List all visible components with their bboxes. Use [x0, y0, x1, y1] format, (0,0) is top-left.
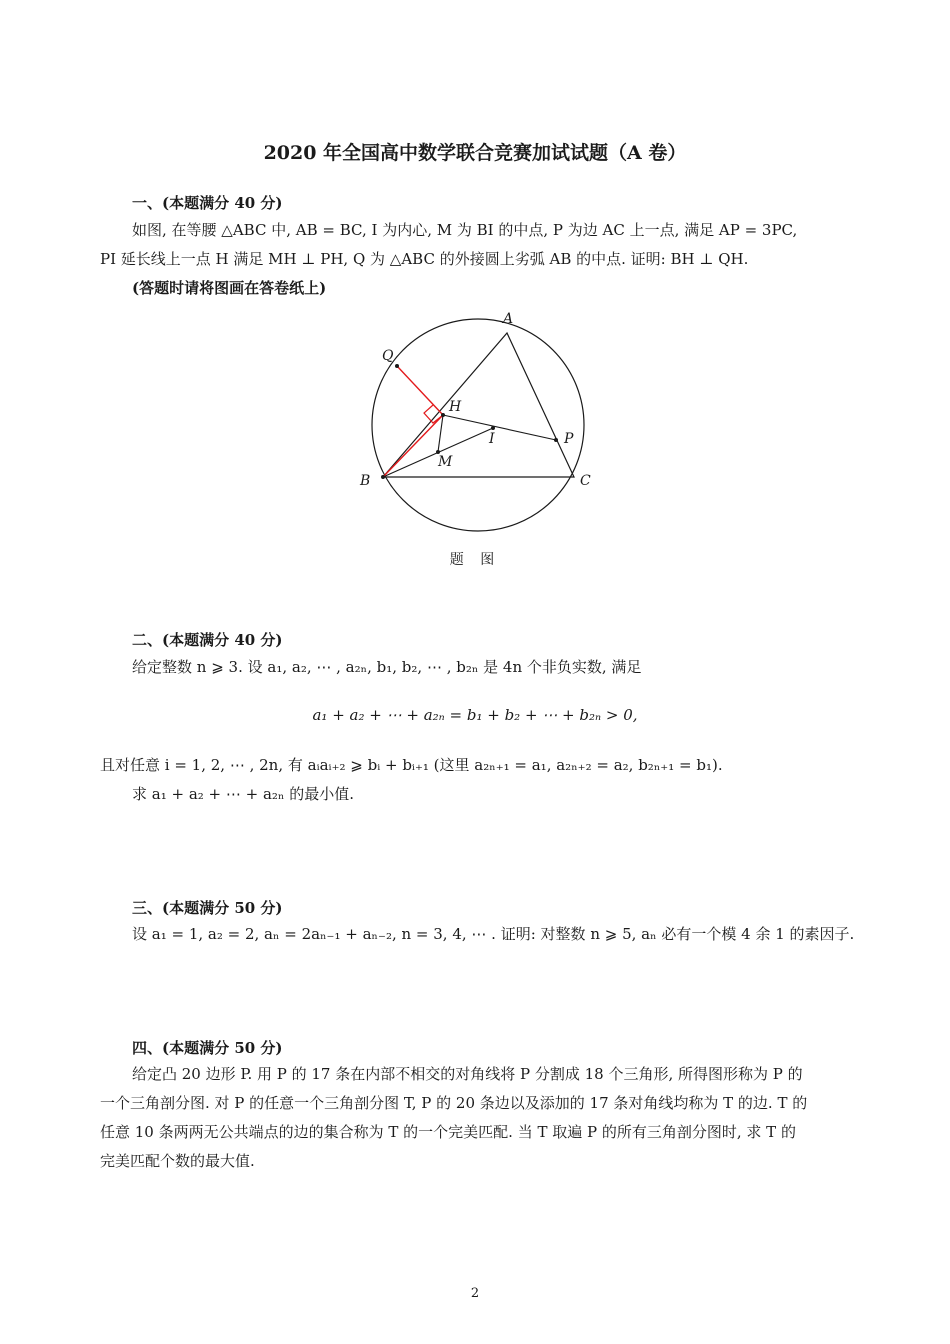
problem-2-line-1: 给定整数 n ⩾ 3. 设 a₁, a₂, ⋯ , a₂ₙ, b₁, b₂, ⋯ , b₂ₙ 是 4n 个非负实数, 满足 [132, 658, 642, 676]
label-m: M [438, 454, 453, 470]
point-p [554, 438, 558, 442]
problem-1-line-2: PI 延长线上一点 H 满足 MH ⊥ PH, Q 为 △ABC 的外接圆上劣弧 AB 的中点. 证明: BH ⊥ QH. [100, 250, 749, 268]
problem-3-heading: 三、(本题满分 50 分) [132, 899, 283, 917]
problem-1-note: (答题时请将图画在答卷纸上) [132, 279, 327, 297]
label-i: I [489, 431, 495, 447]
segment-hp [443, 415, 556, 440]
right-angle-marker [424, 405, 443, 423]
figure-caption: 题 图 [449, 552, 501, 568]
label-c: C [580, 473, 591, 489]
problem-4-line-2: 一个三角剖分图. 对 P 的任意一个三角剖分图 T, P 的 20 条边以及添加的 17 条对角线均称为 T 的边. T 的 [100, 1094, 808, 1112]
segment-qh [397, 366, 443, 415]
label-q: Q [382, 348, 394, 364]
point-b [381, 475, 385, 479]
problem-2-heading: 二、(本题满分 40 分) [132, 631, 283, 649]
problem-4-line-4: 完美匹配个数的最大值. [100, 1152, 255, 1170]
geometry-figure [340, 300, 620, 550]
problem-1-line-1: 如图, 在等腰 △ABC 中, AB = BC, I 为内心, M 为 BI 的中点, P 为边 AC 上一点, 满足 AP = 3PC, [132, 221, 798, 239]
problem-2-equation: a₁ + a₂ + ⋯ + a₂ₙ = b₁ + b₂ + ⋯ + b₂ₙ > 0, [312, 706, 638, 724]
problem-4-line-1: 给定凸 20 边形 P. 用 P 的 17 条在内部不相交的对角线将 P 分割成 18 个三角形, 所得图形称为 P 的 [132, 1065, 803, 1083]
problem-3-line-1: 设 a₁ = 1, a₂ = 2, aₙ = 2aₙ₋₁ + aₙ₋₂, n = 3, 4, ⋯ . 证明: 对整数 n ⩾ 5, aₙ 必有一个模 4 余 1 的素因子. [132, 925, 855, 943]
point-q [395, 364, 399, 368]
triangle-abc [383, 333, 574, 477]
label-h: H [449, 399, 462, 415]
point-h [441, 413, 445, 417]
segment-bh [383, 415, 443, 477]
label-b: B [360, 473, 371, 489]
circumcircle [372, 319, 584, 531]
segment-mh [438, 415, 443, 452]
exam-title: 2020 年全国高中数学联合竞赛加试试题（A 卷） [263, 142, 687, 164]
problem-1-heading: 一、(本题满分 40 分) [132, 194, 283, 212]
label-p: P [564, 431, 574, 447]
page-number: 2 [470, 1286, 480, 1301]
problem-2-line-2: 且对任意 i = 1, 2, ⋯ , 2n, 有 aᵢaᵢ₊₂ ⩾ bᵢ + bᵢ₊₁ (这里 a₂ₙ₊₁ = a₁, a₂ₙ₊₂ = a₂, b₂ₙ₊₁ = b₁). [100, 756, 723, 774]
label-a: A [503, 311, 514, 327]
problem-4-heading: 四、(本题满分 50 分) [132, 1039, 283, 1057]
point-i [491, 426, 495, 430]
problem-4-line-3: 任意 10 条两两无公共端点的边的集合称为 T 的一个完美匹配. 当 T 取遍 P 的所有三角剖分图时, 求 T 的 [100, 1123, 796, 1141]
problem-2-line-3: 求 a₁ + a₂ + ⋯ + a₂ₙ 的最小值. [132, 785, 354, 803]
